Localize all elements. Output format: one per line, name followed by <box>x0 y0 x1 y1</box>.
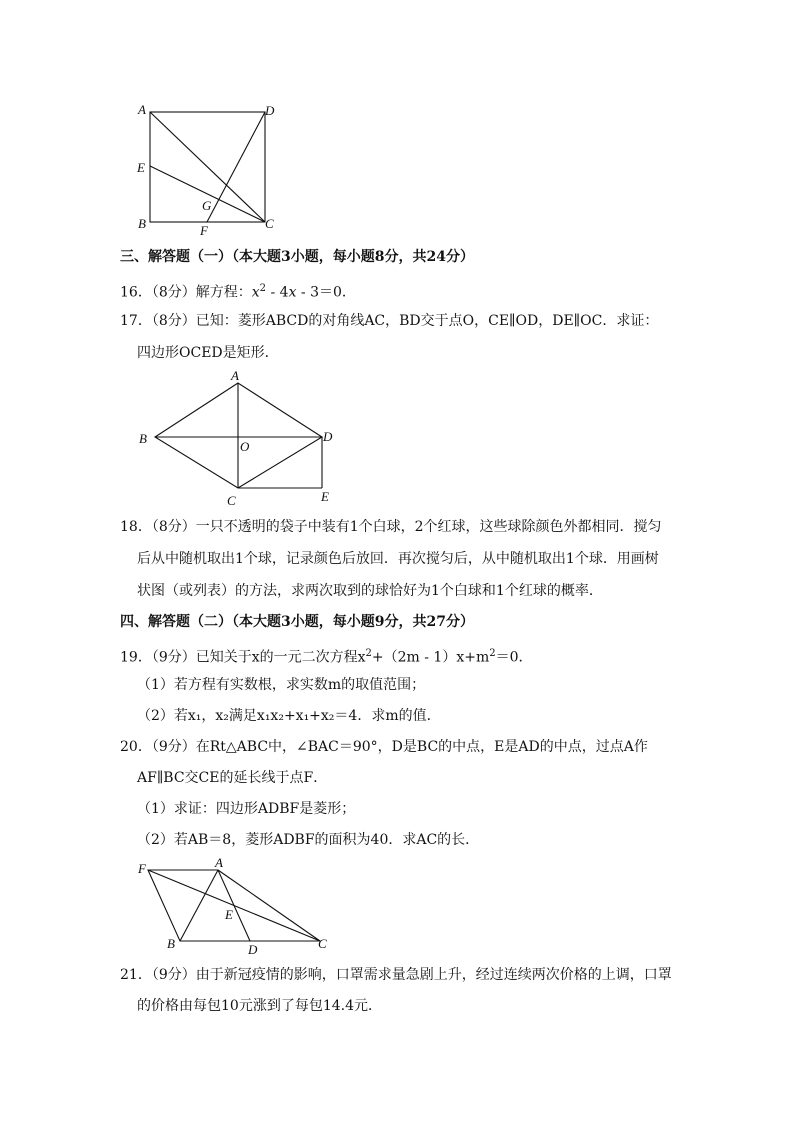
q19-part-a: 19．（9分）已知关于x的一元二次方程x <box>120 649 366 666</box>
section-3-heading: 三、解答题（一）（本大题3小题，每小题8分，共24分） <box>120 249 474 265</box>
label-e: E <box>225 907 233 922</box>
question-17-line-1: 17．（8分）已知：菱形ABCD的对角线AC，BD交于点O，CE∥OD，DE∥OC．求证： <box>120 313 659 329</box>
label-f: F <box>200 223 208 238</box>
question-17-line-2: 四边形OCED是矩形． <box>137 345 279 361</box>
q16-sup: 2 <box>259 283 267 294</box>
question-20-line-1: 20．（9分）在Rt△ABC中，∠BAC＝90°，D是BC的中点，E是AD的中点，过点A作 <box>120 739 648 755</box>
label-b: B <box>167 936 175 951</box>
q19-part-c: ＝0． <box>495 649 533 666</box>
q16-prefix: 16．（8分） <box>120 284 196 301</box>
label-b: B <box>138 216 146 231</box>
segment-ec <box>150 166 265 222</box>
label-o: O <box>240 439 250 454</box>
square-figure <box>130 100 290 240</box>
parallelogram-figure <box>130 855 350 960</box>
q19-part-b: +（2m - 1）x+m <box>371 649 490 666</box>
label-d: D <box>265 103 275 118</box>
label-a: A <box>138 102 146 117</box>
question-19-sub-1: （1）若方程有实数根，求实数m的取值范围； <box>137 677 426 693</box>
label-c: C <box>265 216 274 231</box>
question-18-line-3: 状图（或列表）的方法，求两次取到的球恰好为1个白球和1个红球的概率． <box>137 583 603 599</box>
q16-rest: - 4 <box>266 284 289 301</box>
question-21-line-1: 21．（9分）由于新冠疫情的影响，口罩需求量急剧上升，经过连续两次价格的上调，口罩 <box>120 967 672 983</box>
label-e: E <box>137 160 145 175</box>
q16-var-x: x <box>251 284 260 301</box>
label-a: A <box>215 855 223 870</box>
section-4-heading: 四、解答题（二）（本大题3小题，每小题9分，共27分） <box>120 614 474 630</box>
q16-var-x2: x <box>288 284 297 301</box>
question-20-line-2: AF∥BC交CE的延长线于点F． <box>137 770 328 786</box>
question-16 <box>120 279 356 303</box>
label-e: E <box>321 489 329 504</box>
label-d: D <box>248 942 258 957</box>
q19-sup: 2 <box>365 648 372 659</box>
label-d: D <box>323 429 333 444</box>
q16-tail: - 3＝0． <box>296 284 356 301</box>
label-c: C <box>318 936 327 951</box>
question-19-sub-2: （2）若x₁，x₂满足x₁x₂+x₁+x₂＝4．求m的值． <box>137 708 441 724</box>
rhombus-figure <box>130 365 350 510</box>
segment-ab <box>180 870 218 941</box>
label-g: G <box>202 198 212 213</box>
label-f: F <box>138 861 146 876</box>
question-18-line-2: 后从中随机取出1个球，记录颜色后放回．再次搅匀后，从中随机取出1个球．用画树 <box>137 551 659 567</box>
label-a: A <box>231 368 239 383</box>
segment-df <box>207 112 265 222</box>
label-c: C <box>227 493 236 508</box>
question-20-sub-2: （2）若AB＝8，菱形ADBF的面积为40．求AC的长． <box>137 832 480 848</box>
q16-text-before: 解方程： <box>195 284 252 301</box>
question-18-line-1: 18．（8分）一只不透明的袋子中装有1个白球，2个红球，这些球除颜色外都相同．搅匀 <box>120 519 662 535</box>
q19-sup-2: 2 <box>489 648 496 659</box>
question-21-line-2: 的价格由每包10元涨到了每包14.4元． <box>137 998 382 1014</box>
question-20-sub-1: （1）求证：四边形ADBF是菱形； <box>137 801 356 817</box>
label-b: B <box>139 431 147 446</box>
question-19-line-1 <box>120 644 533 668</box>
